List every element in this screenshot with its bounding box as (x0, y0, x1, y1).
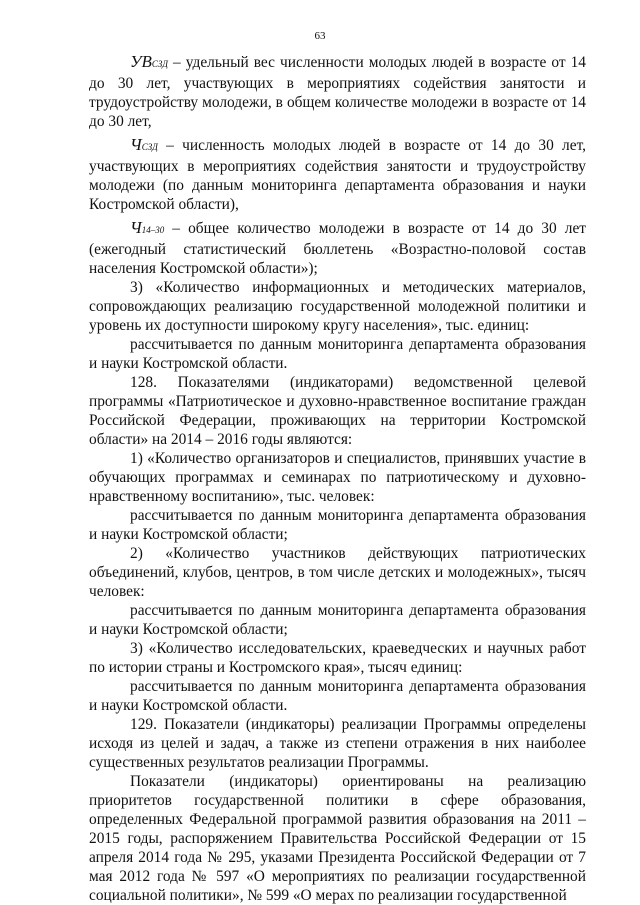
paragraph: рассчитывается по данным мониторинга департамента образования и науки Костромской области. (89, 336, 586, 372)
formula-symbol: УВ (130, 52, 152, 71)
definition-uv-szd (89, 52, 586, 131)
paragraph: 3) «Количество исследовательских, краеведческих и научных работ по истории страны и Костромского края», тысяч единиц: (89, 640, 586, 676)
paragraph: 1) «Количество организаторов и специалистов, принявших участие в обучающих программах и семинарах по патриотическому и духовно-нравственному воспитанию», тыс. человек: (89, 450, 586, 505)
paragraph: 129. Показатели (индикаторы) реализации Программы определены исходя из целей и задач, а также из степени отражения в них наиболее существенных результатов реализации Программы. (89, 716, 586, 771)
paragraph: рассчитывается по данным мониторинга департамента образования и науки Костромской области; (89, 507, 586, 543)
paragraph: 3) «Количество информационных и методических материалов, сопровождающих реализацию государственной молодежной политики и уровень их доступности широкому кругу населения», тыс. единиц: (89, 279, 586, 334)
document-body (89, 52, 586, 905)
formula-subscript: СЗД (151, 59, 169, 69)
paragraph: рассчитывается по данным мониторинга департамента образования и науки Костромской области; (89, 602, 586, 638)
formula-subscript: 14–30 (141, 225, 165, 235)
definition-ch-14-30 (89, 218, 586, 278)
paragraph: Показатели (индикаторы) ориентированы на реализацию приоритетов государственной политики в сфере образования, определенных Федеральной программой развития образования на 2011 – 2015 годы, распоряжением Правительства Российской Федерации от 15 апреля 2014 года № 295, указами Президента Российской Федерации от 7 мая 2012 года № 597 «О мероприятиях по реализации государственной социальной политики», № 599 «О мерах по реализации государственной (89, 773, 586, 904)
page-number: 63 (314, 30, 326, 42)
formula-symbol: Ч (130, 218, 142, 237)
definition-text: – общее количество молодежи в возрасте от 14 до 30 лет (ежегодный статистический бюллетень «Возрастно-половой состав населения Костромской области»); (89, 220, 586, 277)
formula-symbol: Ч (130, 135, 142, 154)
definition-ch-szd (89, 135, 586, 214)
definition-text: – численность молодых людей в возрасте от 14 до 30 лет, участвующих в мероприятиях содействия занятости и трудоустройству молодежи (по данным мониторинга департамента образования и науки Костромской области), (89, 137, 586, 213)
definition-text: – удельный вес численности молодых людей в возрасте от 14 до 30 лет, участвующих в мероприятиях содействия занятости и трудоустройству молодежи, в общем количестве молодежи в возрасте от 14 до 30 лет, (89, 54, 586, 130)
paragraph: рассчитывается по данным мониторинга департамента образования и науки Костромской области. (89, 678, 586, 714)
formula-subscript: СЗД (141, 142, 158, 152)
paragraph: 128. Показателями (индикаторами) ведомственной целевой программы «Патриотическое и духовно-нравственное воспитание граждан Российской Федерации, проживающих на территории Костромской области» на 2014 – 2016 годы являются: (89, 374, 586, 448)
paragraph: 2) «Количество участников действующих патриотических объединений, клубов, центров, в том числе детских и молодежных», тысяч человек: (89, 545, 586, 600)
